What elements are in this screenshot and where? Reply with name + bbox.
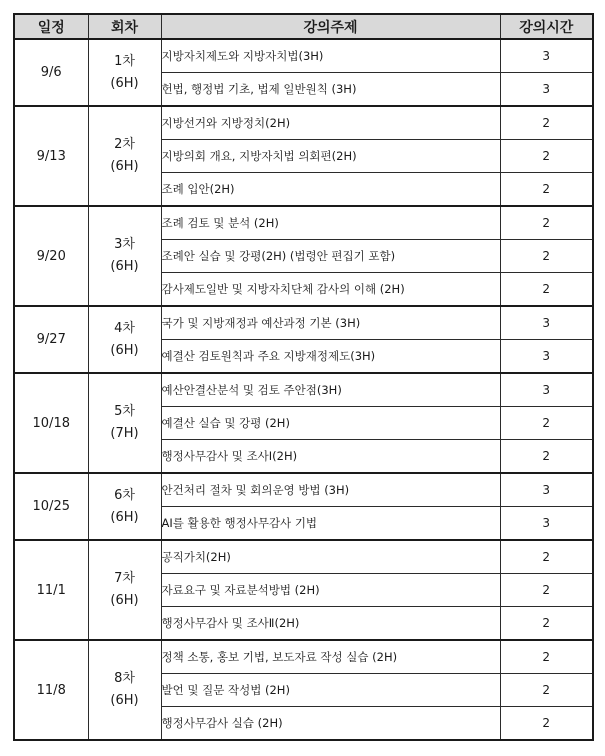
- lecture-topic: AI를 활용한 행정사무감사 기법: [161, 507, 500, 541]
- table-row: [14, 206, 593, 240]
- lecture-topic: 지방의회 개요, 지방자치법 의회편(2H): [161, 140, 500, 173]
- session-cell: [88, 39, 161, 106]
- schedule-date: 9/13: [14, 106, 88, 206]
- lecture-hours: 2: [500, 206, 593, 240]
- lecture-topic: 조례 입안(2H): [161, 173, 500, 207]
- schedule-date: 9/6: [14, 39, 88, 106]
- schedule-date: 11/8: [14, 640, 88, 740]
- table-row: [14, 39, 593, 73]
- lecture-topic: 행정사무감사 및 조사Ⅱ(2H): [161, 607, 500, 641]
- schedule-date: 9/20: [14, 206, 88, 306]
- table-row: [14, 373, 593, 407]
- session-total-hours: (6H): [110, 75, 139, 91]
- lecture-topic: 조례안 실습 및 강평(2H) (법령안 편집기 포함): [161, 240, 500, 273]
- session-cell: [88, 306, 161, 373]
- schedule-date: 9/27: [14, 306, 88, 373]
- lecture-topic: 정책 소통, 홍보 기법, 보도자료 작성 실습 (2H): [161, 640, 500, 674]
- lecture-hours: 2: [500, 140, 593, 173]
- session-total-hours: (6H): [110, 693, 139, 708]
- session-number: 8차: [114, 671, 135, 686]
- header-session: 회차: [88, 14, 161, 39]
- session-cell: [88, 373, 161, 473]
- session-total-hours: (6H): [110, 342, 139, 358]
- session-number: 6차: [114, 487, 135, 503]
- schedule-document: [13, 13, 594, 741]
- lecture-hours: 2: [500, 106, 593, 140]
- lecture-topic: 지방선거와 지방정치(2H): [161, 106, 500, 140]
- session-total-hours: (7H): [110, 426, 139, 441]
- table-row: [14, 306, 593, 340]
- lecture-hours: 3: [500, 39, 593, 73]
- lecture-hours: 2: [500, 407, 593, 440]
- lecture-topic: 예산안결산분석 및 검토 주안점(3H): [161, 373, 500, 407]
- session-total-hours: (6H): [110, 159, 139, 174]
- table-row: [14, 473, 593, 507]
- table-row: [14, 540, 593, 574]
- lecture-topic: 발언 및 질문 작성법 (2H): [161, 674, 500, 707]
- session-cell: [88, 640, 161, 740]
- lecture-hours: 2: [500, 240, 593, 273]
- lecture-topic: 국가 및 지방재정과 예산과정 기본 (3H): [161, 306, 500, 340]
- lecture-hours: 3: [500, 73, 593, 107]
- schedule-body: [14, 39, 593, 740]
- lecture-topic: 지방자치제도와 지방자치법(3H): [161, 39, 500, 73]
- session-cell: [88, 473, 161, 540]
- lecture-hours: 3: [500, 373, 593, 407]
- session-cell: [88, 106, 161, 206]
- schedule-date: 10/18: [14, 373, 88, 473]
- lecture-topic: 행정사무감사 실습 (2H): [161, 707, 500, 741]
- lecture-hours: 2: [500, 173, 593, 207]
- session-number: 4차: [114, 320, 135, 336]
- lecture-hours: 2: [500, 640, 593, 674]
- lecture-hours: 3: [500, 507, 593, 541]
- lecture-topic: 헌법, 행정법 기초, 법제 일반원칙 (3H): [161, 73, 500, 107]
- lecture-topic: 안건처리 절차 및 회의운영 방법 (3H): [161, 473, 500, 507]
- lecture-hours: 2: [500, 440, 593, 474]
- session-total-hours: (6H): [110, 509, 139, 525]
- session-cell: [88, 540, 161, 640]
- lecture-schedule-table: [13, 13, 594, 741]
- lecture-hours: 2: [500, 273, 593, 307]
- lecture-topic: 감사제도일반 및 지방자치단체 감사의 이해 (2H): [161, 273, 500, 307]
- session-number: 1차: [114, 53, 135, 69]
- lecture-hours: 2: [500, 607, 593, 641]
- lecture-topic: 예결산 실습 및 강평 (2H): [161, 407, 500, 440]
- session-cell: [88, 206, 161, 306]
- session-total-hours: (6H): [110, 593, 139, 608]
- session-number: 3차: [114, 237, 135, 252]
- header-topic: 강의주제: [161, 14, 500, 39]
- session-total-hours: (6H): [110, 259, 139, 274]
- session-number: 7차: [114, 571, 135, 586]
- lecture-topic: 조례 검토 및 분석 (2H): [161, 206, 500, 240]
- lecture-hours: 3: [500, 306, 593, 340]
- lecture-hours: 2: [500, 574, 593, 607]
- lecture-topic: 행정사무감사 및 조사Ⅰ(2H): [161, 440, 500, 474]
- lecture-hours: 3: [500, 340, 593, 374]
- table-row: [14, 640, 593, 674]
- schedule-date: 10/25: [14, 473, 88, 540]
- session-number: 5차: [114, 404, 135, 419]
- header-date: 일정: [14, 14, 88, 39]
- header-hours: 강의시간: [500, 14, 593, 39]
- lecture-hours: 2: [500, 540, 593, 574]
- schedule-date: 11/1: [14, 540, 88, 640]
- lecture-topic: 공직가치(2H): [161, 540, 500, 574]
- lecture-hours: 3: [500, 473, 593, 507]
- lecture-hours: 2: [500, 674, 593, 707]
- lecture-hours: 2: [500, 707, 593, 741]
- session-number: 2차: [114, 137, 135, 152]
- table-row: [14, 106, 593, 140]
- lecture-topic: 예결산 검토원칙과 주요 지방재정제도(3H): [161, 340, 500, 374]
- lecture-topic: 자료요구 및 자료분석방법 (2H): [161, 574, 500, 607]
- header-row: [14, 14, 593, 39]
